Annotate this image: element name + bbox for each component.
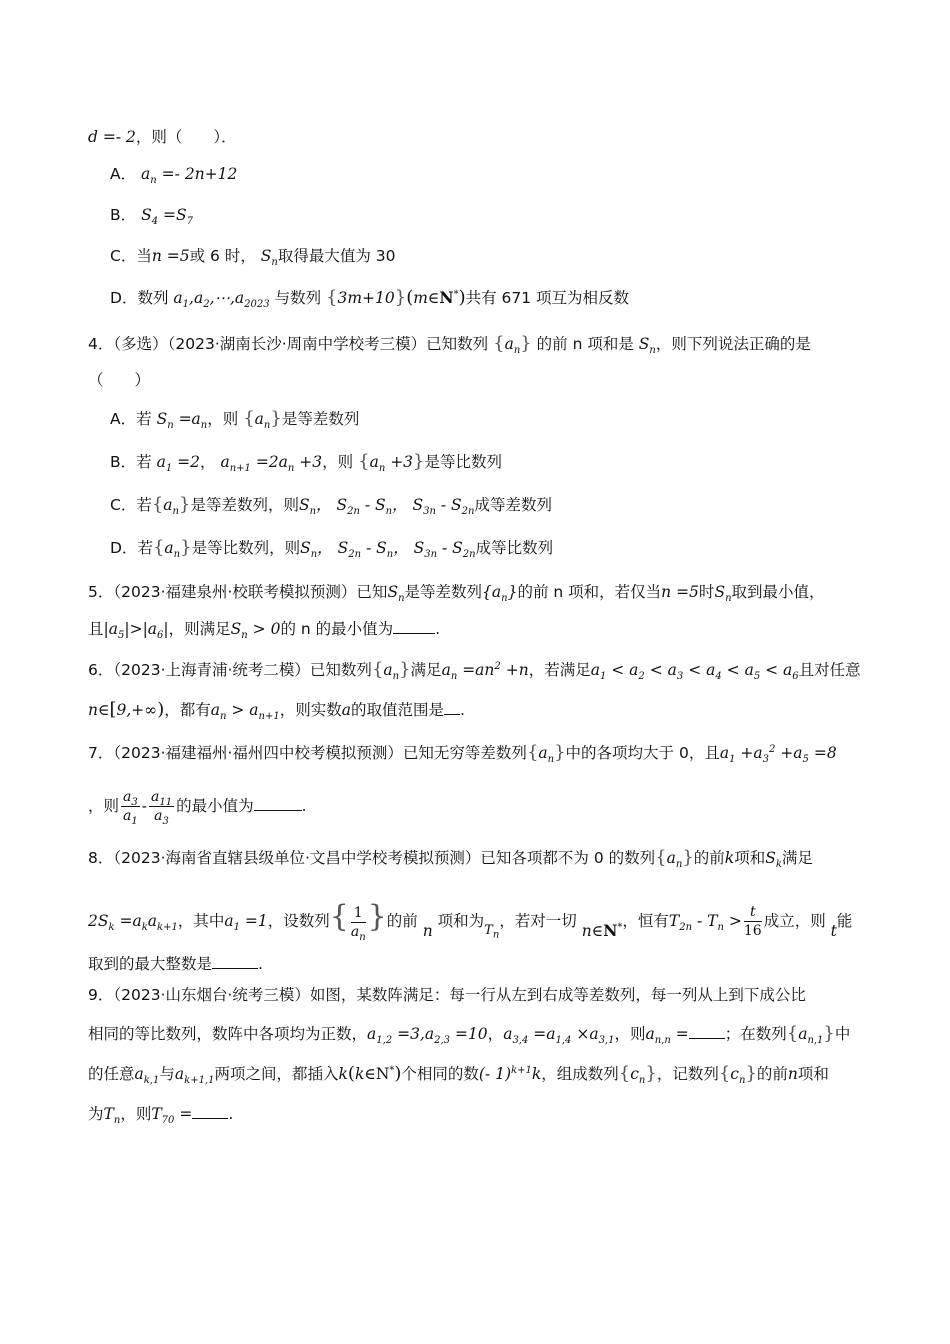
text: 取得最大值为 30 xyxy=(277,247,396,265)
math-sk: $S_k$ xyxy=(765,849,782,871)
math-set: $\{a_{n,1}\}$ xyxy=(786,1023,835,1047)
option-label: D． xyxy=(110,539,138,557)
q9-line2 xyxy=(88,1022,850,1046)
q3-a-expr: $a_n =- 2n+12$ xyxy=(141,165,238,187)
text: 若 xyxy=(136,410,152,428)
math: a xyxy=(341,701,351,719)
text: 是等差数列，则 xyxy=(190,496,299,514)
text: ，则下列说法正确的是 xyxy=(655,335,811,353)
math-tn: Tn xyxy=(484,923,500,941)
text: 项和 xyxy=(797,1065,829,1083)
text: 若 xyxy=(136,453,152,471)
q3-tail-line xyxy=(88,125,237,149)
question-number: 9． xyxy=(88,986,114,1004)
text: 取到的最大整数是 xyxy=(88,955,213,973)
text: 与 xyxy=(159,1065,175,1083)
math: $S_n$， $S_{2n} - S_n$， $S_{3n} - S_{2n}$ xyxy=(298,496,475,518)
math: $S_n =a_n$ xyxy=(156,410,208,432)
math-an-set: $\{a_n\}$ xyxy=(151,494,191,518)
text: 满足 xyxy=(410,661,442,679)
text: 成等差数列 xyxy=(474,496,552,514)
q4-option-b xyxy=(110,450,502,474)
text: ，则 xyxy=(322,453,354,471)
math-sn: $S_n$ xyxy=(638,335,656,357)
text: ，组成数列 xyxy=(541,1065,619,1083)
text: 共有 671 项互为相反数 xyxy=(465,289,630,307)
text: 且对任意 xyxy=(798,661,861,679)
math: $a_n =an^2 +n$ xyxy=(441,660,529,683)
math-an-set: $\{a_n\}$ xyxy=(526,742,566,766)
option-label: A． xyxy=(110,410,137,428)
question-number: 8． xyxy=(88,849,114,867)
math-set: $\{c_n\}$ xyxy=(718,1063,757,1087)
text: ， xyxy=(487,1025,504,1043)
fraction-a3-a1: $\frac{a_3}{a_1}$ xyxy=(123,789,138,827)
q4-stem xyxy=(88,332,811,356)
q5-line1 xyxy=(88,580,825,604)
text: . xyxy=(435,620,441,638)
text: 是等比数列，则 xyxy=(191,539,301,557)
q4-option-a xyxy=(110,407,359,431)
math-sn: $S_n$ xyxy=(714,583,732,605)
math: $S_n$， $S_{2n} - S_n$， $S_{3n} - S_{2n}$ xyxy=(300,539,476,561)
text: 项和 xyxy=(734,849,766,867)
math-sn: $S_n$ xyxy=(260,247,278,269)
text: 的前 xyxy=(386,912,418,930)
math: n xyxy=(422,922,433,940)
text: 项和为 xyxy=(437,912,485,930)
answer-blank[interactable] xyxy=(444,698,460,715)
q7-line2: ，则 $\frac{a_3}{a_1}$ - $\frac{a_{11}}{a_3}$ 的最小值为 . xyxy=(88,789,307,827)
text: ，则 xyxy=(614,1025,646,1043)
option-label: C． xyxy=(110,247,137,265)
text: 或 6 时， xyxy=(189,247,256,265)
math-an-set: $\{a_n\}$ xyxy=(152,537,192,561)
q4-option-c xyxy=(110,493,552,517)
text: . xyxy=(301,797,307,815)
text: ， xyxy=(200,453,216,471)
q6-line1 xyxy=(88,658,861,682)
math: n∈N* xyxy=(581,921,623,940)
q3-b-expr: $S_4 =S_7$ xyxy=(141,206,193,228)
text: 与数列 xyxy=(274,289,322,307)
text: ，都有 xyxy=(164,701,211,719)
answer-blank[interactable] xyxy=(192,1102,228,1119)
text: 的前 xyxy=(756,1065,788,1083)
math-an-set: $\{a_n\}$ xyxy=(482,583,518,605)
text: 取到最小值， xyxy=(731,583,825,601)
text: ，则 xyxy=(207,410,239,428)
math: $a_n > a_{n+1}$ xyxy=(210,701,280,723)
text: 是等比数列 xyxy=(424,453,503,471)
text: ，设数列 xyxy=(267,912,330,930)
q9-line4 xyxy=(88,1102,233,1126)
text: 中 xyxy=(834,1025,851,1043)
math: t xyxy=(830,922,837,940)
text: . xyxy=(228,1105,234,1123)
text: 数列 xyxy=(137,289,169,307)
text: 是等差数列 xyxy=(281,410,360,428)
text: 若 xyxy=(136,496,152,514)
text: 是等差数列 xyxy=(404,583,483,601)
q8-line1 xyxy=(88,846,813,870)
math-set: $\{a_n +3\}$ xyxy=(358,451,425,475)
math-sn: $S_n$ xyxy=(387,583,405,605)
math: n =5 xyxy=(151,247,190,265)
text: 的取值范围是 xyxy=(350,701,444,719)
math-tn: $T_n$ xyxy=(103,1105,121,1127)
math-an-set: $\{a_n\}$ xyxy=(655,847,694,871)
q8-line2 xyxy=(88,892,852,948)
q9-line3 xyxy=(88,1062,829,1086)
math: n xyxy=(787,1065,798,1083)
text: 中的各项均大于 0，且 xyxy=(565,744,720,762)
math: $a_1 =2$ xyxy=(156,453,200,475)
text: （2023·福建泉州·校联考模拟预测）已知 xyxy=(113,583,388,601)
option-label: D． xyxy=(110,289,138,307)
math-an-set: $\{a_n\}$ xyxy=(493,333,532,357)
text: 成立，则 xyxy=(763,912,826,930)
fraction-t-16: $\frac{t}{16}$ xyxy=(743,904,762,939)
q3-d-value: d =- 2 xyxy=(88,128,136,146)
question-number: 6． xyxy=(88,661,114,679)
math: k xyxy=(724,849,735,867)
math-set: $\{c_n\}$ xyxy=(618,1063,657,1087)
q3-option-b xyxy=(110,203,193,227)
q7-line1 xyxy=(88,741,837,765)
text: 当 xyxy=(136,247,152,265)
question-number: 7． xyxy=(88,744,114,762)
q4-paren: （ ） xyxy=(88,371,151,389)
text: 个相同的数 xyxy=(401,1065,479,1083)
answer-blank[interactable] xyxy=(212,952,258,969)
math: $T_{2n} - T_n$ > xyxy=(668,912,742,934)
fraction-a11-a3: $\frac{a_{11}}{a_3}$ xyxy=(151,789,173,827)
math: $a_{1,2} =3,a_{2,3} =10$ xyxy=(367,1025,488,1047)
q9-line1 xyxy=(88,983,806,1007)
text: 且 xyxy=(88,620,104,638)
text: . xyxy=(258,955,263,973)
math: $2S_k =a_ka_{k+1}$ xyxy=(88,912,178,934)
math: $a_1 +a_3^2 +a_5 =8$ xyxy=(719,743,837,766)
q8-line3 xyxy=(88,952,263,976)
text: 两项之间，都插入 xyxy=(214,1065,339,1083)
option-label: B． xyxy=(110,453,137,471)
text: 的 n 的最小值为 xyxy=(280,620,394,638)
text: ，其中 xyxy=(177,912,225,930)
text: （2023·海南省直辖县级单位·文昌中学校考模拟预测）已知各项都不为 0 的数列 xyxy=(113,849,656,867)
text: 满足 xyxy=(781,849,813,867)
math: k(k∈N*) xyxy=(338,1063,402,1084)
q6-line2 xyxy=(88,698,465,722)
text: ，则 xyxy=(120,1105,152,1123)
option-label: A． xyxy=(110,165,137,183)
math: n =5 xyxy=(661,583,699,601)
text: ，记数列 xyxy=(656,1065,719,1083)
text: 的前 n 项和，若仅当 xyxy=(517,583,662,601)
math: $a_1 < a_2 < a_3 < a_4 < a_5 < a_6$ xyxy=(590,661,799,683)
text: . xyxy=(460,701,465,719)
q3-option-a xyxy=(110,162,237,186)
math: $a_{n,n}$ = xyxy=(645,1025,689,1047)
text: ，恒有 xyxy=(622,912,669,930)
text: 相同的等比数列，数阵中各项均为正数， xyxy=(88,1025,368,1043)
q3-option-c xyxy=(110,244,396,268)
math: $a_{k,1}$ xyxy=(134,1065,160,1087)
math-seq2: {3m+10}(m∈N*) xyxy=(326,287,466,308)
text: 的前 xyxy=(693,849,725,867)
option-label: B． xyxy=(110,206,137,224)
text: ，则 xyxy=(88,797,120,815)
text: （2023·山东烟台·统考三模）如图，某数阵满足：每一行从左到右成等差数列，每一列从上到下成公比 xyxy=(113,986,806,1004)
answer-blank[interactable] xyxy=(689,1022,725,1039)
q4-option-d xyxy=(110,536,553,560)
math: $a_{n+1} =2a_n +3$ xyxy=(220,453,323,475)
math: $T_{70}$ = xyxy=(151,1105,193,1127)
question-number: 4． xyxy=(88,335,114,353)
math: n∈[9,+∞) xyxy=(88,699,165,720)
option-label: C． xyxy=(110,496,137,514)
question-number: 5． xyxy=(88,583,114,601)
text: （2023·福建福州·福州四中校考模拟预测）已知无穷等差数列 xyxy=(113,744,527,762)
text: 时 xyxy=(698,583,715,601)
q5-line2 xyxy=(88,617,440,641)
text: 的前 n 项和是 xyxy=(536,335,634,353)
text: 为 xyxy=(88,1105,104,1123)
q3-option-d xyxy=(110,286,629,310)
text: ，若满足 xyxy=(528,661,591,679)
fraction-set: { $\frac{1}{a_n}$ } xyxy=(329,899,387,943)
math: $|a_5|>|a_6|$ xyxy=(103,620,169,642)
answer-blank[interactable] xyxy=(254,794,302,811)
math-an-set: $\{a_n\}$ xyxy=(243,408,282,432)
text: （多选）（2023·湖南长沙·周南中学校考三模）已知数列 xyxy=(113,335,489,353)
text: ；在数列 xyxy=(724,1025,787,1043)
text: 能 xyxy=(836,912,853,930)
text: ，则满足 xyxy=(168,620,231,638)
text: ，若对一切 xyxy=(499,912,577,930)
math: $a_1 =1$ xyxy=(224,912,268,934)
math: $a_{3,4} =a_{1,4} \times a_{3,1}$ xyxy=(503,1025,615,1047)
math-seq: $a_1,a_2,\cdots,a_{2023}$ xyxy=(173,289,270,311)
math: (- 1)$^{k+1}$k xyxy=(478,1064,542,1083)
q3-then: ，则（ ）． xyxy=(135,128,237,146)
text: （2023·上海青浦·统考二模）已知数列 xyxy=(113,661,372,679)
answer-blank[interactable] xyxy=(393,617,435,634)
text: 的任意 xyxy=(88,1065,135,1083)
math: $a_{k+1,1}$ xyxy=(174,1065,215,1087)
math: $S_n > 0$ xyxy=(230,620,281,642)
text: ，则实数 xyxy=(279,701,342,719)
text: 成等比数列 xyxy=(475,539,554,557)
text: 若 xyxy=(137,539,153,557)
text: 的最小值为 xyxy=(176,797,254,815)
math-an-set: $\{a_n\}$ xyxy=(371,659,411,683)
